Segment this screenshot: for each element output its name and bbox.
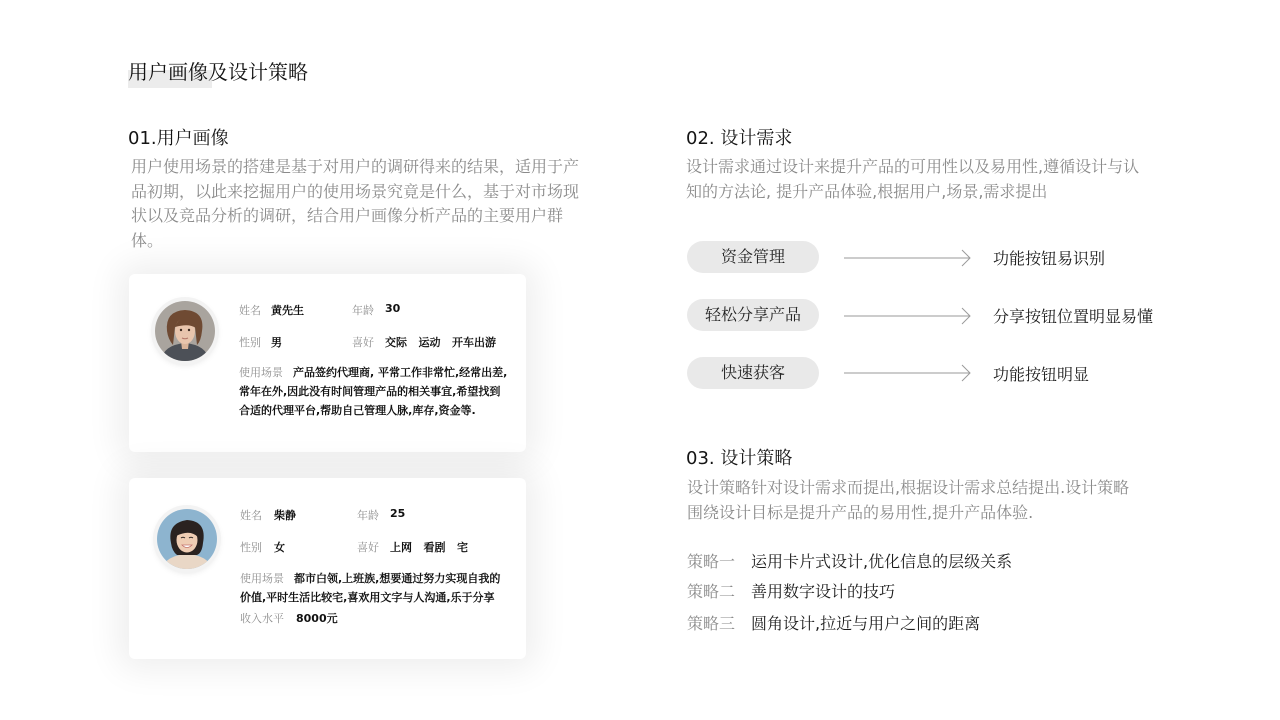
persona-1-scenario-label: 使用场景 <box>239 366 283 379</box>
requirement-pill-3: 快速获客 <box>687 357 819 389</box>
persona-2-age-label: 年龄 <box>357 509 379 522</box>
persona-2-gender: 女 <box>274 541 285 554</box>
strategy-3-label: 策略三 <box>687 614 736 633</box>
persona-1-gender: 男 <box>271 336 282 349</box>
persona-1-age-label: 年龄 <box>352 304 374 317</box>
persona-1-gender-label: 性别 <box>239 336 261 349</box>
section-design-strategy-title: 03. 设计策略 <box>686 448 793 469</box>
persona-2-income: 8000元 <box>296 612 338 625</box>
right-arrow-icon <box>842 248 972 268</box>
persona-1-hobby-label: 喜好 <box>352 336 374 349</box>
persona-1-scenario-text: 产品签约代理商, 平常工作非常忙,经常出差,常年在外,因此没有时间管理产品的相关事宜,希望找到合适的代理平台,帮助自己管理人脉,库存,资金等. <box>239 366 508 417</box>
male-portrait-avatar-image <box>155 301 215 361</box>
persona-2-scenario-text: 都市白领,上班族,想要通过努力实现自我的价值,平时生活比较宅,喜欢用文字与人沟通,乐于分享 <box>240 572 501 604</box>
persona-1-name: 黄先生 <box>271 304 304 317</box>
strategy-1-text: 运用卡片式设计,优化信息的层级关系 <box>751 552 1013 571</box>
persona-2-name-label: 姓名 <box>240 509 262 522</box>
section-design-requirements-title: 02. 设计需求 <box>686 128 793 149</box>
persona-1-scenario <box>239 363 509 420</box>
female-portrait-avatar <box>157 509 217 569</box>
requirement-pill-2: 轻松分享产品 <box>687 299 819 331</box>
persona-2-income-label: 收入水平 <box>240 612 284 625</box>
male-portrait-avatar <box>155 301 215 361</box>
female-portrait-avatar-image <box>157 509 217 569</box>
persona-1-name-label: 姓名 <box>239 304 261 317</box>
section-design-requirements-description: 设计需求通过设计来提升产品的可用性以及易用性,遵循设计与认知的方法论, 提升产品体验,根据用户,场景,需求提出 <box>686 157 1140 201</box>
right-arrow-icon <box>842 306 972 326</box>
persona-card-1 <box>129 274 526 452</box>
section-user-persona-title: 01.用户画像 <box>128 128 229 149</box>
requirement-result-1: 功能按钮易识别 <box>993 249 1106 268</box>
right-arrow-icon <box>842 363 972 383</box>
persona-2-scenario-label: 使用场景 <box>240 572 284 585</box>
strategy-3-text: 圆角设计,拉近与用户之间的距离 <box>751 614 981 633</box>
persona-2-scenario <box>240 569 506 607</box>
section-design-strategy-description: 设计策略针对设计需求而提出,根据设计需求总结提出.设计策略围绕设计目标是提升产品的易用性,提升产品体验. <box>687 478 1130 522</box>
persona-card-2 <box>129 478 526 659</box>
requirement-result-3: 功能按钮明显 <box>993 365 1090 384</box>
persona-1-age: 30 <box>385 302 401 315</box>
persona-2-age: 25 <box>390 507 406 520</box>
persona-2-hobbies: 上网 看剧 宅 <box>390 541 468 554</box>
persona-1-hobbies: 交际 运动 开车出游 <box>385 336 496 349</box>
persona-2-name: 柴静 <box>274 509 296 522</box>
requirement-pill-1: 资金管理 <box>687 241 819 273</box>
persona-2-gender-label: 性别 <box>240 541 262 554</box>
persona-2-hobby-label: 喜好 <box>357 541 379 554</box>
requirement-result-2: 分享按钮位置明显易懂 <box>993 307 1154 326</box>
strategy-2-label: 策略二 <box>687 582 736 601</box>
section-user-persona-description: 用户使用场景的搭建是基于对用户的调研得来的结果，适用于产品初期，以此来挖掘用户的使用场景究竟是什么，基于对市场现状以及竞品分析的调研，结合用户画像分析产品的主要用户群体。 <box>131 157 580 250</box>
strategy-2-text: 善用数字设计的技巧 <box>751 582 896 601</box>
strategy-1-label: 策略一 <box>687 552 736 571</box>
page-title: 用户画像及设计策略 <box>128 60 308 84</box>
